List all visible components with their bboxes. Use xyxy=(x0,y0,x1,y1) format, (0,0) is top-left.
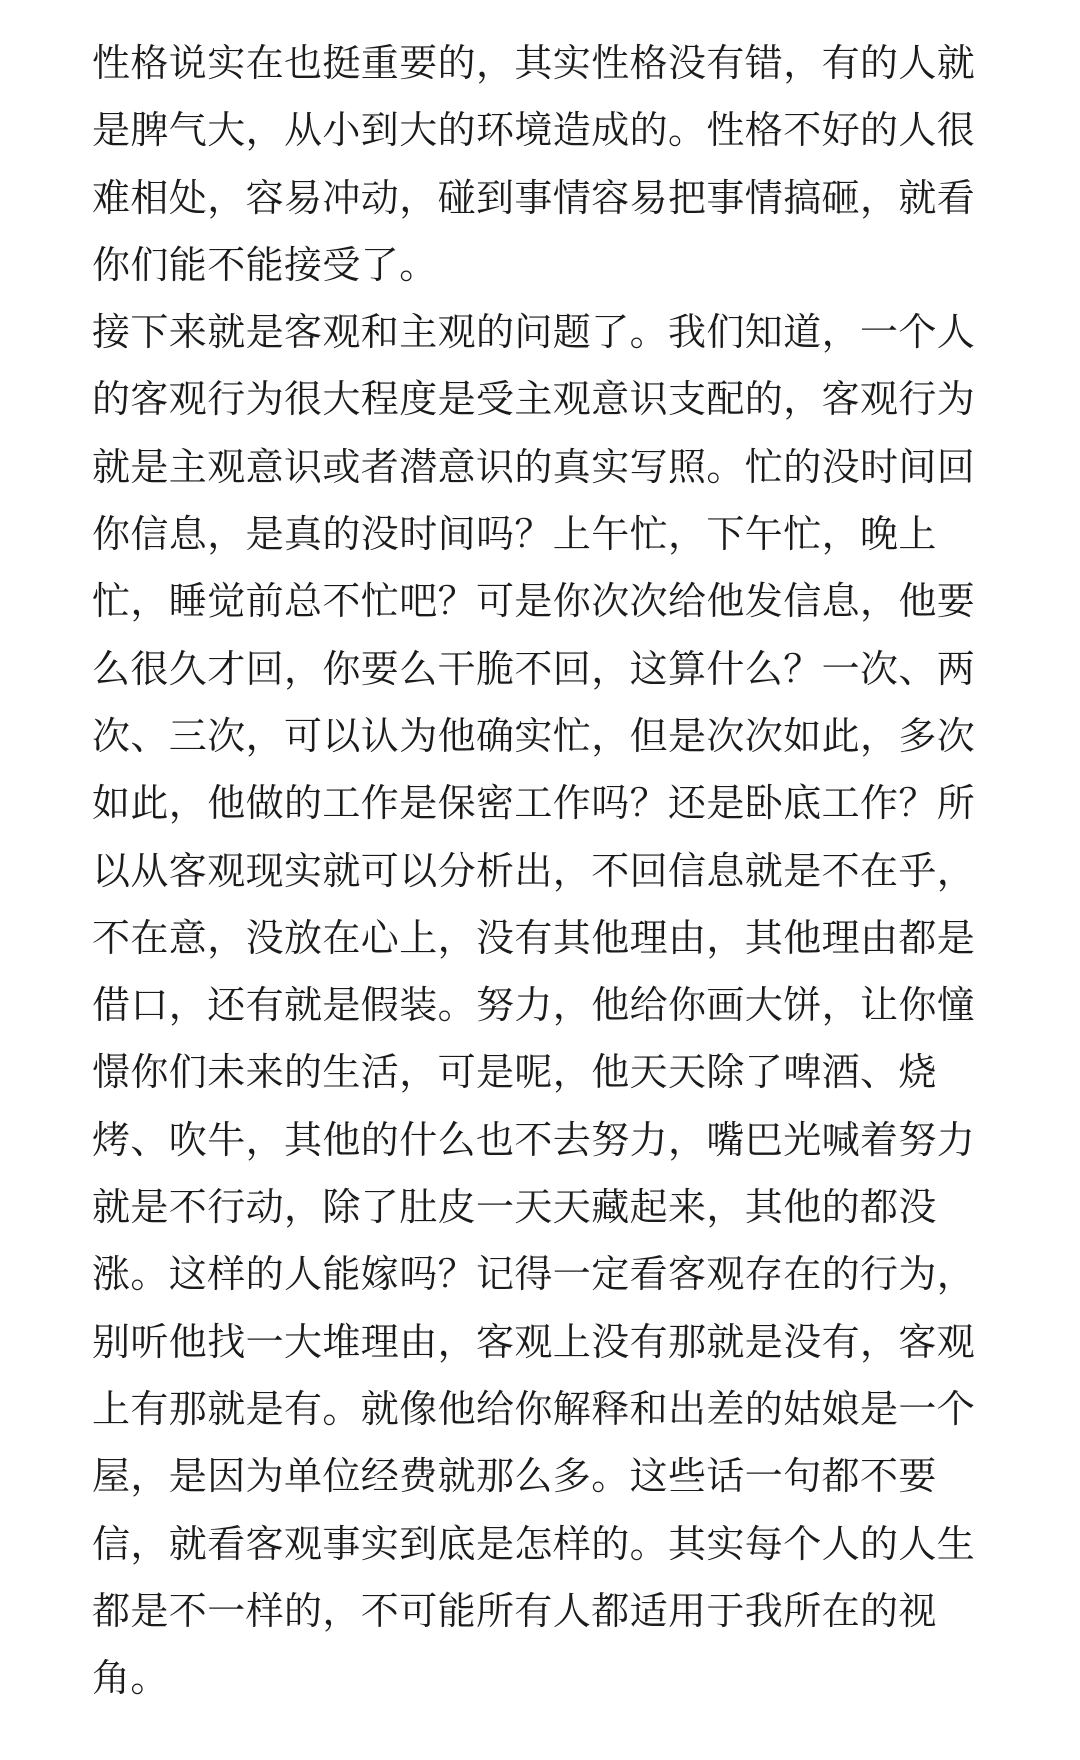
text-line: 性格说实在也挺重要的，其实性格没有错，有的人就 xyxy=(92,41,976,85)
text-line: 以从客观现实就可以分析出，不回信息就是不在乎， xyxy=(92,848,976,893)
text-line: 是脾气大，从小到大的环境造成的。性格不好的人很 xyxy=(92,108,976,153)
text-line: 不在意，没放在心上，没有其他理由，其他理由都是 xyxy=(92,915,976,960)
text-line: 你信息，是真的没时间吗？上午忙，下午忙，晚上 xyxy=(92,512,937,557)
text-line: 忙，睡觉前总不忙吧？可是你次次给他发信息，他要 xyxy=(92,579,976,624)
text-line: 烤、吹牛，其他的什么也不去努力，嘴巴光喊着努力 xyxy=(92,1117,976,1162)
text-line: 上有那就是有。就像他给你解释和出差的姑娘是一个 xyxy=(92,1386,976,1431)
text-line: 的客观行为很大程度是受主观意识支配的，客观行为 xyxy=(92,377,976,422)
text-line: 屋，是因为单位经费就那么多。这些话一句都不要 xyxy=(92,1454,937,1499)
text-line: 么很久才回，你要么干脆不回，这算什么？一次、两 xyxy=(92,646,976,691)
text-line: 信，就看客观事实到底是怎样的。其实每个人的人生 xyxy=(92,1521,976,1566)
article-text xyxy=(92,30,992,1712)
text-line: 就是主观意识或者潜意识的真实写照。忙的没时间回 xyxy=(92,444,976,489)
text-line: 别听他找一大堆理由，客观上没有那就是没有，客观 xyxy=(92,1319,976,1364)
text-line: 就是不行动，除了肚皮一天天藏起来，其他的都没 xyxy=(92,1185,937,1230)
text-line: 角。 xyxy=(92,1656,169,1701)
text-line: 涨。这样的人能嫁吗？记得一定看客观存在的行为， xyxy=(92,1252,976,1297)
text-line: 次、三次，可以认为他确实忙，但是次次如此，多次 xyxy=(92,713,976,758)
text-line: 都是不一样的，不可能所有人都适用于我所在的视 xyxy=(92,1588,937,1633)
text-line: 如此，他做的工作是保密工作吗？还是卧底工作？所 xyxy=(92,781,976,826)
text-line: 借口，还有就是假装。努力，他给你画大饼，让你憧 xyxy=(92,983,976,1028)
text-line: 你们能不能接受了。 xyxy=(92,242,438,287)
text-line: 憬你们未来的生活，可是呢，他天天除了啤酒、烧 xyxy=(92,1050,937,1095)
text-line: 接下来就是客观和主观的问题了。我们知道，一个人 xyxy=(92,310,976,355)
text-line: 难相处，容易冲动，碰到事情容易把事情搞砸，就看 xyxy=(92,175,976,220)
